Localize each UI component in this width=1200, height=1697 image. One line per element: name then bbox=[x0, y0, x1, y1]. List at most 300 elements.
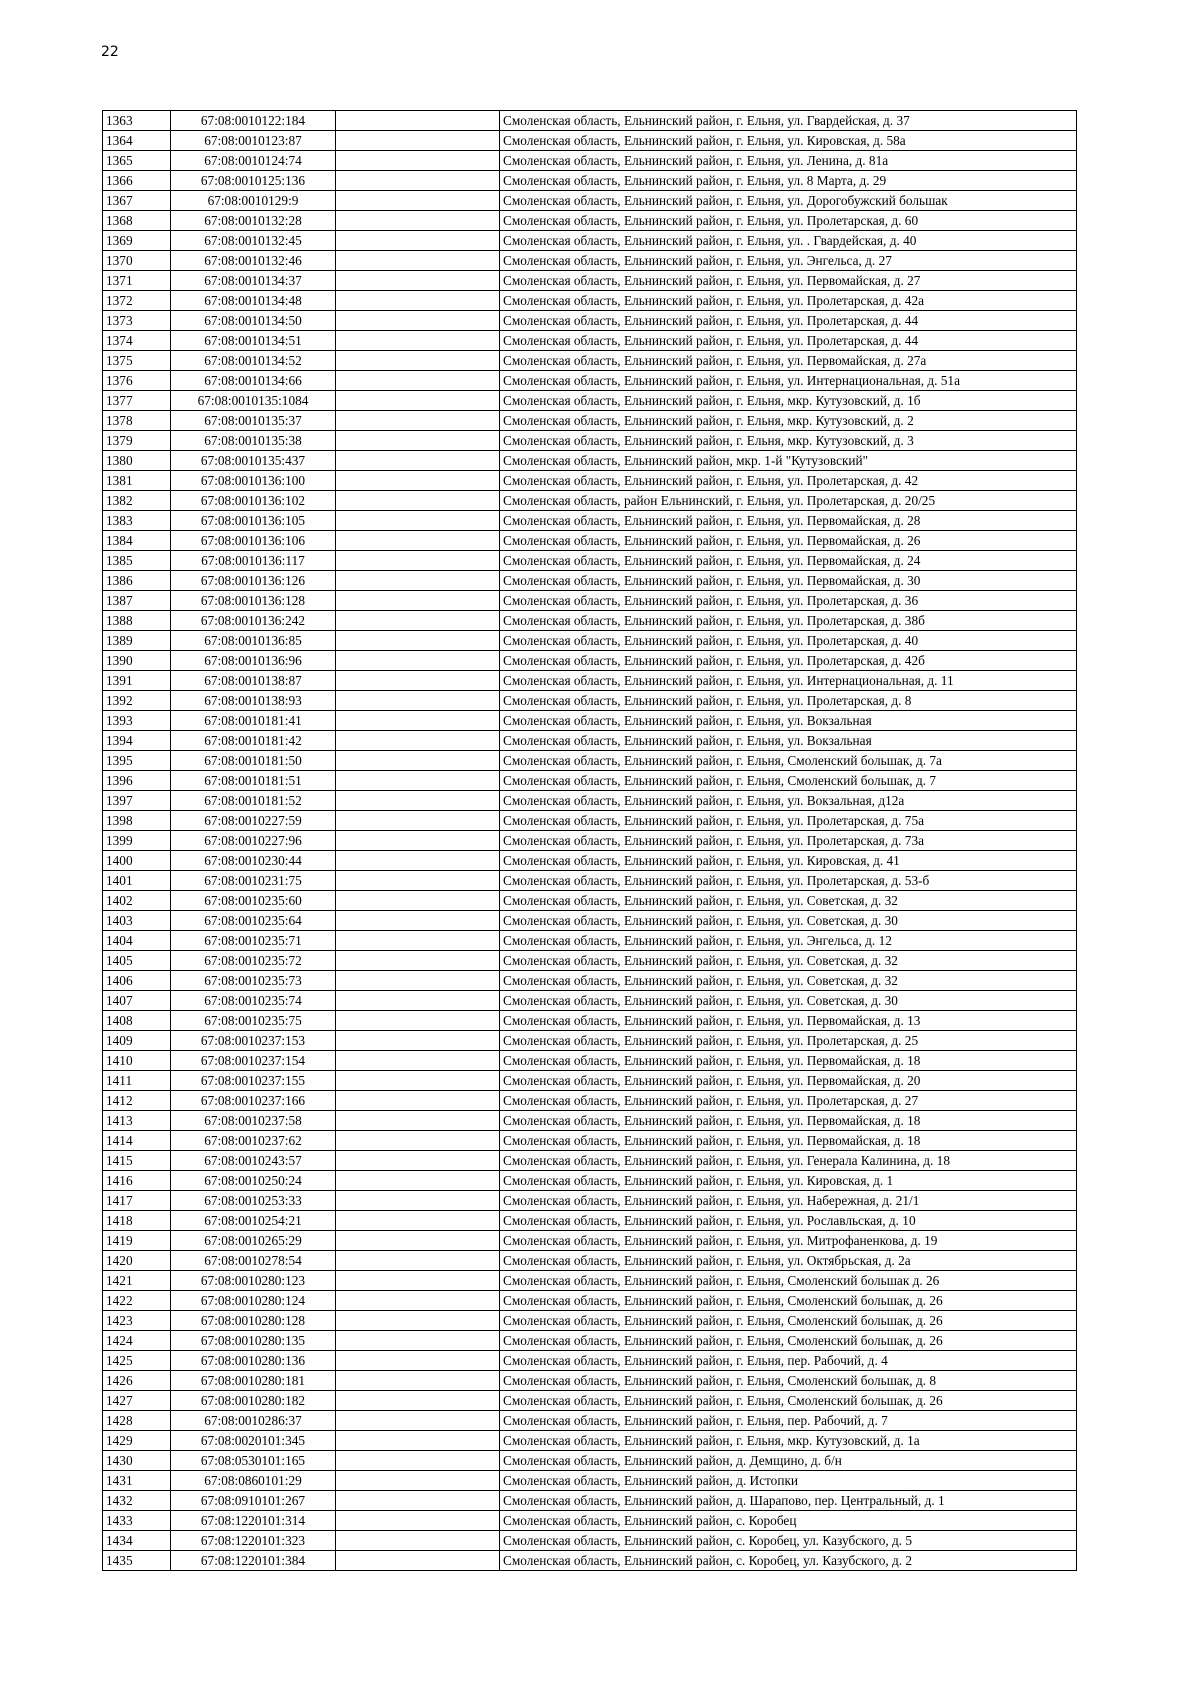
row-number-cell: 1427 bbox=[103, 1391, 171, 1411]
cadastral-number-cell: 67:08:0010135:38 bbox=[171, 431, 336, 451]
address-cell: Смоленская область, Ельнинский район, с. Коробец, ул. Казубского, д. 2 bbox=[500, 1551, 1077, 1571]
row-number-cell: 1428 bbox=[103, 1411, 171, 1431]
row-number-cell: 1421 bbox=[103, 1271, 171, 1291]
address-cell: Смоленская область, Ельнинский район, г. Ельня, ул. Первомайская, д. 18 bbox=[500, 1051, 1077, 1071]
cadastral-number-cell: 67:08:0010138:87 bbox=[171, 671, 336, 691]
empty-cell bbox=[336, 491, 500, 511]
address-cell: Смоленская область, Ельнинский район, г. Ельня, мкр. Кутузовский, д. 1б bbox=[500, 391, 1077, 411]
row-number-cell: 1423 bbox=[103, 1311, 171, 1331]
cadastral-number-cell: 67:08:0010265:29 bbox=[171, 1231, 336, 1251]
empty-cell bbox=[336, 1271, 500, 1291]
empty-cell bbox=[336, 351, 500, 371]
row-number-cell: 1384 bbox=[103, 531, 171, 551]
table-row bbox=[103, 1431, 1077, 1451]
address-cell: Смоленская область, Ельнинский район, г. Ельня, пер. Рабочий, д. 4 bbox=[500, 1351, 1077, 1371]
empty-cell bbox=[336, 1111, 500, 1131]
cadastral-number-cell: 67:08:0010231:75 bbox=[171, 871, 336, 891]
cadastral-number-cell: 67:08:0010181:51 bbox=[171, 771, 336, 791]
empty-cell bbox=[336, 1151, 500, 1171]
row-number-cell: 1366 bbox=[103, 171, 171, 191]
row-number-cell: 1408 bbox=[103, 1011, 171, 1031]
row-number-cell: 1414 bbox=[103, 1131, 171, 1151]
cadastral-number-cell: 67:08:0010237:155 bbox=[171, 1071, 336, 1091]
table-row bbox=[103, 1131, 1077, 1151]
address-cell: Смоленская область, Ельнинский район, г. Ельня, ул. Первомайская, д. 26 bbox=[500, 531, 1077, 551]
table-row bbox=[103, 591, 1077, 611]
cadastral-number-cell: 67:08:0010280:182 bbox=[171, 1391, 336, 1411]
row-number-cell: 1371 bbox=[103, 271, 171, 291]
cadastral-number-cell: 67:08:0010134:48 bbox=[171, 291, 336, 311]
table-row bbox=[103, 471, 1077, 491]
cadastral-number-cell: 67:08:0010129:9 bbox=[171, 191, 336, 211]
empty-cell bbox=[336, 851, 500, 871]
empty-cell bbox=[336, 691, 500, 711]
table-row bbox=[103, 991, 1077, 1011]
address-cell: Смоленская область, Ельнинский район, г. Ельня, ул. Пролетарская, д. 42б bbox=[500, 651, 1077, 671]
address-cell: Смоленская область, Ельнинский район, г. Ельня, ул. Вокзальная bbox=[500, 731, 1077, 751]
table-row bbox=[103, 1051, 1077, 1071]
row-number-cell: 1431 bbox=[103, 1471, 171, 1491]
table-row bbox=[103, 271, 1077, 291]
cadastral-number-cell: 67:08:0010135:1084 bbox=[171, 391, 336, 411]
table-row bbox=[103, 291, 1077, 311]
address-cell: Смоленская область, Ельнинский район, г. Ельня, ул. Пролетарская, д. 40 bbox=[500, 631, 1077, 651]
row-number-cell: 1434 bbox=[103, 1531, 171, 1551]
address-cell: Смоленская область, Ельнинский район, д. Шарапово, пер. Центральный, д. 1 bbox=[500, 1491, 1077, 1511]
empty-cell bbox=[336, 1331, 500, 1351]
empty-cell bbox=[336, 1431, 500, 1451]
address-cell: Смоленская область, Ельнинский район, г. Ельня, ул. Первомайская, д. 30 bbox=[500, 571, 1077, 591]
empty-cell bbox=[336, 371, 500, 391]
table-row bbox=[103, 831, 1077, 851]
address-cell: Смоленская область, Ельнинский район, г. Ельня, ул. Советская, д. 32 bbox=[500, 951, 1077, 971]
empty-cell bbox=[336, 1451, 500, 1471]
empty-cell bbox=[336, 611, 500, 631]
address-cell: Смоленская область, Ельнинский район, г. Ельня, ул. Пролетарская, д. 73а bbox=[500, 831, 1077, 851]
cadastral-number-cell: 67:08:0010136:85 bbox=[171, 631, 336, 651]
row-number-cell: 1432 bbox=[103, 1491, 171, 1511]
cadastral-number-cell: 67:08:0010253:33 bbox=[171, 1191, 336, 1211]
table-row bbox=[103, 1271, 1077, 1291]
address-cell: Смоленская область, Ельнинский район, с. Коробец, ул. Казубского, д. 5 bbox=[500, 1531, 1077, 1551]
row-number-cell: 1380 bbox=[103, 451, 171, 471]
cadastral-number-cell: 67:08:0010237:58 bbox=[171, 1111, 336, 1131]
row-number-cell: 1418 bbox=[103, 1211, 171, 1231]
row-number-cell: 1373 bbox=[103, 311, 171, 331]
table-row bbox=[103, 1311, 1077, 1331]
cadastral-number-cell: 67:08:0010280:181 bbox=[171, 1371, 336, 1391]
table-row bbox=[103, 631, 1077, 651]
row-number-cell: 1388 bbox=[103, 611, 171, 631]
row-number-cell: 1390 bbox=[103, 651, 171, 671]
cadastral-number-cell: 67:08:0010243:57 bbox=[171, 1151, 336, 1171]
table-row bbox=[103, 1011, 1077, 1031]
address-cell: Смоленская область, Ельнинский район, г. Ельня, Смоленский большак, д. 26 bbox=[500, 1311, 1077, 1331]
empty-cell bbox=[336, 871, 500, 891]
cadastral-number-cell: 67:08:0010280:124 bbox=[171, 1291, 336, 1311]
cadastral-number-cell: 67:08:0010138:93 bbox=[171, 691, 336, 711]
address-cell: Смоленская область, Ельнинский район, г. Ельня, ул. Генерала Калинина, д. 18 bbox=[500, 1151, 1077, 1171]
row-number-cell: 1389 bbox=[103, 631, 171, 651]
row-number-cell: 1429 bbox=[103, 1431, 171, 1451]
empty-cell bbox=[336, 671, 500, 691]
address-cell: Смоленская область, Ельнинский район, г. Ельня, Смоленский большак, д. 7 bbox=[500, 771, 1077, 791]
row-number-cell: 1400 bbox=[103, 851, 171, 871]
cadastral-number-cell: 67:08:0010136:117 bbox=[171, 551, 336, 571]
table-row bbox=[103, 1091, 1077, 1111]
address-cell: Смоленская область, Ельнинский район, г. Ельня, ул. Пролетарская, д. 27 bbox=[500, 1091, 1077, 1111]
row-number-cell: 1381 bbox=[103, 471, 171, 491]
cadastral-number-cell: 67:08:0010280:135 bbox=[171, 1331, 336, 1351]
address-cell: Смоленская область, Ельнинский район, г. Ельня, ул. Пролетарская, д. 60 bbox=[500, 211, 1077, 231]
cadastral-number-cell: 67:08:0010235:73 bbox=[171, 971, 336, 991]
address-cell: Смоленская область, Ельнинский район, г. Ельня, мкр. Кутузовский, д. 3 bbox=[500, 431, 1077, 451]
row-number-cell: 1383 bbox=[103, 511, 171, 531]
table-row bbox=[103, 371, 1077, 391]
address-cell: Смоленская область, Ельнинский район, г. Ельня, ул. Первомайская, д. 28 bbox=[500, 511, 1077, 531]
table-row bbox=[103, 1331, 1077, 1351]
table-row bbox=[103, 671, 1077, 691]
table-row bbox=[103, 1551, 1077, 1571]
address-cell: Смоленская область, Ельнинский район, с. Коробец bbox=[500, 1511, 1077, 1531]
empty-cell bbox=[336, 431, 500, 451]
row-number-cell: 1405 bbox=[103, 951, 171, 971]
row-number-cell: 1382 bbox=[103, 491, 171, 511]
row-number-cell: 1411 bbox=[103, 1071, 171, 1091]
address-cell: Смоленская область, Ельнинский район, г. Ельня, ул. Первомайская, д. 18 bbox=[500, 1111, 1077, 1131]
table-row bbox=[103, 131, 1077, 151]
address-cell: Смоленская область, Ельнинский район, г. Ельня, ул. Пролетарская, д. 25 bbox=[500, 1031, 1077, 1051]
table-row bbox=[103, 411, 1077, 431]
row-number-cell: 1365 bbox=[103, 151, 171, 171]
table-row bbox=[103, 871, 1077, 891]
cadastral-number-cell: 67:08:0010278:54 bbox=[171, 1251, 336, 1271]
cadastral-number-cell: 67:08:0010123:87 bbox=[171, 131, 336, 151]
table-row bbox=[103, 1031, 1077, 1051]
empty-cell bbox=[336, 331, 500, 351]
empty-cell bbox=[336, 1031, 500, 1051]
address-cell: Смоленская область, Ельнинский район, г. Ельня, ул. Набережная, д. 21/1 bbox=[500, 1191, 1077, 1211]
empty-cell bbox=[336, 1411, 500, 1431]
address-cell: Смоленская область, Ельнинский район, г. Ельня, ул. Кировская, д. 1 bbox=[500, 1171, 1077, 1191]
table-row bbox=[103, 691, 1077, 711]
empty-cell bbox=[336, 251, 500, 271]
table-row bbox=[103, 711, 1077, 731]
row-number-cell: 1372 bbox=[103, 291, 171, 311]
empty-cell bbox=[336, 1531, 500, 1551]
address-cell: Смоленская область, Ельнинский район, г. Ельня, ул. Советская, д. 30 bbox=[500, 991, 1077, 1011]
empty-cell bbox=[336, 971, 500, 991]
cadastral-number-cell: 67:08:0010132:28 bbox=[171, 211, 336, 231]
cadastral-number-cell: 67:08:0010235:74 bbox=[171, 991, 336, 1011]
table-row bbox=[103, 1411, 1077, 1431]
address-cell: Смоленская область, Ельнинский район, г. Ельня, ул. Пролетарская, д. 44 bbox=[500, 331, 1077, 351]
address-cell: Смоленская область, Ельнинский район, г. Ельня, ул. Пролетарская, д. 38б bbox=[500, 611, 1077, 631]
empty-cell bbox=[336, 831, 500, 851]
empty-cell bbox=[336, 191, 500, 211]
empty-cell bbox=[336, 1171, 500, 1191]
address-cell: Смоленская область, Ельнинский район, г. Ельня, ул. Первомайская, д. 13 bbox=[500, 1011, 1077, 1031]
cadastral-number-cell: 67:08:0010181:42 bbox=[171, 731, 336, 751]
table-row bbox=[103, 331, 1077, 351]
table-row bbox=[103, 1471, 1077, 1491]
address-cell: Смоленская область, Ельнинский район, г. Ельня, ул. Митрофаненкова, д. 19 bbox=[500, 1231, 1077, 1251]
empty-cell bbox=[336, 891, 500, 911]
empty-cell bbox=[336, 1131, 500, 1151]
row-number-cell: 1377 bbox=[103, 391, 171, 411]
row-number-cell: 1404 bbox=[103, 931, 171, 951]
empty-cell bbox=[336, 1471, 500, 1491]
cadastral-number-cell: 67:08:0010132:45 bbox=[171, 231, 336, 251]
address-cell: Смоленская область, Ельнинский район, г. Ельня, ул. Интернациональная, д. 11 bbox=[500, 671, 1077, 691]
table-row bbox=[103, 611, 1077, 631]
empty-cell bbox=[336, 811, 500, 831]
cadastral-number-cell: 67:08:0010134:37 bbox=[171, 271, 336, 291]
address-cell: Смоленская область, Ельнинский район, г. Ельня, ул. Первомайская, д. 18 bbox=[500, 1131, 1077, 1151]
empty-cell bbox=[336, 631, 500, 651]
page-number: 22 bbox=[101, 44, 119, 60]
table-row bbox=[103, 1251, 1077, 1271]
table-row bbox=[103, 971, 1077, 991]
address-cell: Смоленская область, Ельнинский район, г. Ельня, ул. Советская, д. 32 bbox=[500, 971, 1077, 991]
address-cell: Смоленская область, Ельнинский район, г. Ельня, ул. Интернациональная, д. 51а bbox=[500, 371, 1077, 391]
empty-cell bbox=[336, 311, 500, 331]
table-row bbox=[103, 791, 1077, 811]
address-cell: Смоленская область, Ельнинский район, г. Ельня, ул. Советская, д. 32 bbox=[500, 891, 1077, 911]
empty-cell bbox=[336, 1371, 500, 1391]
row-number-cell: 1386 bbox=[103, 571, 171, 591]
table-row bbox=[103, 1511, 1077, 1531]
registry-table-body bbox=[103, 111, 1077, 1571]
row-number-cell: 1402 bbox=[103, 891, 171, 911]
empty-cell bbox=[336, 591, 500, 611]
empty-cell bbox=[336, 531, 500, 551]
table-row bbox=[103, 551, 1077, 571]
cadastral-number-cell: 67:08:0010235:75 bbox=[171, 1011, 336, 1031]
row-number-cell: 1415 bbox=[103, 1151, 171, 1171]
row-number-cell: 1425 bbox=[103, 1351, 171, 1371]
empty-cell bbox=[336, 791, 500, 811]
row-number-cell: 1417 bbox=[103, 1191, 171, 1211]
empty-cell bbox=[336, 1551, 500, 1571]
empty-cell bbox=[336, 951, 500, 971]
table-row bbox=[103, 1391, 1077, 1411]
empty-cell bbox=[336, 151, 500, 171]
row-number-cell: 1391 bbox=[103, 671, 171, 691]
row-number-cell: 1407 bbox=[103, 991, 171, 1011]
row-number-cell: 1435 bbox=[103, 1551, 171, 1571]
empty-cell bbox=[336, 1391, 500, 1411]
empty-cell bbox=[336, 211, 500, 231]
address-cell: Смоленская область, Ельнинский район, г. Ельня, ул. . Гвардейская, д. 40 bbox=[500, 231, 1077, 251]
address-cell: Смоленская область, Ельнинский район, г. Ельня, ул. Дорогобужский большак bbox=[500, 191, 1077, 211]
empty-cell bbox=[336, 1291, 500, 1311]
empty-cell bbox=[336, 171, 500, 191]
row-number-cell: 1395 bbox=[103, 751, 171, 771]
address-cell: Смоленская область, Ельнинский район, г. Ельня, ул. Пролетарская, д. 42 bbox=[500, 471, 1077, 491]
cadastral-number-cell: 67:08:0530101:165 bbox=[171, 1451, 336, 1471]
table-row bbox=[103, 1171, 1077, 1191]
row-number-cell: 1430 bbox=[103, 1451, 171, 1471]
empty-cell bbox=[336, 231, 500, 251]
empty-cell bbox=[336, 751, 500, 771]
cadastral-number-cell: 67:08:0010181:50 bbox=[171, 751, 336, 771]
cadastral-number-cell: 67:08:0010235:71 bbox=[171, 931, 336, 951]
table-row bbox=[103, 1351, 1077, 1371]
row-number-cell: 1387 bbox=[103, 591, 171, 611]
address-cell: Смоленская область, Ельнинский район, г. Ельня, ул. Кировская, д. 41 bbox=[500, 851, 1077, 871]
empty-cell bbox=[336, 471, 500, 491]
address-cell: Смоленская область, Ельнинский район, г. Ельня, ул. Рославльская, д. 10 bbox=[500, 1211, 1077, 1231]
address-cell: Смоленская область, Ельнинский район, г. Ельня, ул. Советская, д. 30 bbox=[500, 911, 1077, 931]
empty-cell bbox=[336, 391, 500, 411]
table-row bbox=[103, 1451, 1077, 1471]
table-row bbox=[103, 771, 1077, 791]
address-cell: Смоленская область, Ельнинский район, г. Ельня, ул. Ленина, д. 81а bbox=[500, 151, 1077, 171]
address-cell: Смоленская область, Ельнинский район, г. Ельня, ул. 8 Марта, д. 29 bbox=[500, 171, 1077, 191]
cadastral-number-cell: 67:08:0910101:267 bbox=[171, 1491, 336, 1511]
row-number-cell: 1368 bbox=[103, 211, 171, 231]
cadastral-number-cell: 67:08:0010237:154 bbox=[171, 1051, 336, 1071]
row-number-cell: 1416 bbox=[103, 1171, 171, 1191]
table-row bbox=[103, 1191, 1077, 1211]
table-row bbox=[103, 351, 1077, 371]
address-cell: Смоленская область, Ельнинский район, г. Ельня, ул. Кировская, д. 58а bbox=[500, 131, 1077, 151]
row-number-cell: 1374 bbox=[103, 331, 171, 351]
row-number-cell: 1375 bbox=[103, 351, 171, 371]
row-number-cell: 1363 bbox=[103, 111, 171, 131]
cadastral-number-cell: 67:08:1220101:323 bbox=[171, 1531, 336, 1551]
table-row bbox=[103, 391, 1077, 411]
cadastral-number-cell: 67:08:0010237:166 bbox=[171, 1091, 336, 1111]
empty-cell bbox=[336, 551, 500, 571]
table-row bbox=[103, 251, 1077, 271]
empty-cell bbox=[336, 291, 500, 311]
address-cell: Смоленская область, Ельнинский район, г. Ельня, ул. Пролетарская, д. 42а bbox=[500, 291, 1077, 311]
address-cell: Смоленская область, Ельнинский район, г. Ельня, Смоленский большак, д. 8 bbox=[500, 1371, 1077, 1391]
cadastral-number-cell: 67:08:0010136:100 bbox=[171, 471, 336, 491]
cadastral-number-cell: 67:08:0010136:242 bbox=[171, 611, 336, 631]
table-row bbox=[103, 1291, 1077, 1311]
cadastral-number-cell: 67:08:0010227:59 bbox=[171, 811, 336, 831]
empty-cell bbox=[336, 1511, 500, 1531]
row-number-cell: 1422 bbox=[103, 1291, 171, 1311]
cadastral-number-cell: 67:08:0010125:136 bbox=[171, 171, 336, 191]
cadastral-number-cell: 67:08:0010136:96 bbox=[171, 651, 336, 671]
empty-cell bbox=[336, 271, 500, 291]
cadastral-number-cell: 67:08:0010235:64 bbox=[171, 911, 336, 931]
empty-cell bbox=[336, 1091, 500, 1111]
row-number-cell: 1396 bbox=[103, 771, 171, 791]
cadastral-number-cell: 67:08:0010181:41 bbox=[171, 711, 336, 731]
cadastral-number-cell: 67:08:0010134:50 bbox=[171, 311, 336, 331]
address-cell: Смоленская область, Ельнинский район, г. Ельня, ул. Первомайская, д. 27 bbox=[500, 271, 1077, 291]
table-row bbox=[103, 1231, 1077, 1251]
table-row bbox=[103, 1371, 1077, 1391]
cadastral-number-cell: 67:08:0010230:44 bbox=[171, 851, 336, 871]
row-number-cell: 1398 bbox=[103, 811, 171, 831]
table-row bbox=[103, 571, 1077, 591]
row-number-cell: 1397 bbox=[103, 791, 171, 811]
address-cell: Смоленская область, Ельнинский район, г. Ельня, Смоленский большак, д. 26 bbox=[500, 1331, 1077, 1351]
row-number-cell: 1379 bbox=[103, 431, 171, 451]
empty-cell bbox=[336, 931, 500, 951]
cadastral-number-cell: 67:08:0010122:184 bbox=[171, 111, 336, 131]
address-cell: Смоленская область, Ельнинский район, г. Ельня, Смоленский большак, д. 7а bbox=[500, 751, 1077, 771]
cadastral-number-cell: 67:08:1220101:384 bbox=[171, 1551, 336, 1571]
cadastral-number-cell: 67:08:0010132:46 bbox=[171, 251, 336, 271]
cadastral-number-cell: 67:08:0010136:126 bbox=[171, 571, 336, 591]
empty-cell bbox=[336, 1071, 500, 1091]
address-cell: Смоленская область, Ельнинский район, г. Ельня, Смоленский большак, д. 26 bbox=[500, 1291, 1077, 1311]
row-number-cell: 1413 bbox=[103, 1111, 171, 1131]
address-cell: Смоленская область, Ельнинский район, г. Ельня, ул. Первомайская, д. 24 bbox=[500, 551, 1077, 571]
address-cell: Смоленская область, район Ельнинский, г. Ельня, ул. Пролетарская, д. 20/25 bbox=[500, 491, 1077, 511]
empty-cell bbox=[336, 991, 500, 1011]
empty-cell bbox=[336, 911, 500, 931]
row-number-cell: 1385 bbox=[103, 551, 171, 571]
cadastral-number-cell: 67:08:0010181:52 bbox=[171, 791, 336, 811]
row-number-cell: 1392 bbox=[103, 691, 171, 711]
address-cell: Смоленская область, Ельнинский район, г. Ельня, ул. Пролетарская, д. 8 bbox=[500, 691, 1077, 711]
cadastral-number-cell: 67:08:0860101:29 bbox=[171, 1471, 336, 1491]
empty-cell bbox=[336, 571, 500, 591]
cadastral-number-cell: 67:08:0010286:37 bbox=[171, 1411, 336, 1431]
row-number-cell: 1409 bbox=[103, 1031, 171, 1051]
cadastral-number-cell: 67:08:0020101:345 bbox=[171, 1431, 336, 1451]
table-row bbox=[103, 211, 1077, 231]
address-cell: Смоленская область, Ельнинский район, г. Ельня, ул. Пролетарская, д. 53-б bbox=[500, 871, 1077, 891]
address-cell: Смоленская область, Ельнинский район, г. Ельня, ул. Октябрьская, д. 2а bbox=[500, 1251, 1077, 1271]
cadastral-number-cell: 67:08:0010235:60 bbox=[171, 891, 336, 911]
table-row bbox=[103, 531, 1077, 551]
table-row bbox=[103, 931, 1077, 951]
empty-cell bbox=[336, 1251, 500, 1271]
cadastral-number-cell: 67:08:0010235:72 bbox=[171, 951, 336, 971]
empty-cell bbox=[336, 651, 500, 671]
address-cell: Смоленская область, Ельнинский район, г. Ельня, Смоленский большак д. 26 bbox=[500, 1271, 1077, 1291]
cadastral-number-cell: 67:08:0010135:437 bbox=[171, 451, 336, 471]
cadastral-number-cell: 67:08:0010280:136 bbox=[171, 1351, 336, 1371]
address-cell: Смоленская область, Ельнинский район, г. Ельня, Смоленский большак, д. 26 bbox=[500, 1391, 1077, 1411]
empty-cell bbox=[336, 1311, 500, 1331]
cadastral-number-cell: 67:08:0010134:52 bbox=[171, 351, 336, 371]
row-number-cell: 1367 bbox=[103, 191, 171, 211]
empty-cell bbox=[336, 111, 500, 131]
cadastral-number-cell: 67:08:0010135:37 bbox=[171, 411, 336, 431]
table-row bbox=[103, 1151, 1077, 1171]
cadastral-number-cell: 67:08:0010136:128 bbox=[171, 591, 336, 611]
row-number-cell: 1378 bbox=[103, 411, 171, 431]
address-cell: Смоленская область, Ельнинский район, г. Ельня, пер. Рабочий, д. 7 bbox=[500, 1411, 1077, 1431]
empty-cell bbox=[336, 1011, 500, 1031]
registry-table bbox=[102, 110, 1077, 1571]
table-row bbox=[103, 1491, 1077, 1511]
empty-cell bbox=[336, 411, 500, 431]
row-number-cell: 1364 bbox=[103, 131, 171, 151]
table-row bbox=[103, 171, 1077, 191]
address-cell: Смоленская область, Ельнинский район, г. Ельня, ул. Гвардейская, д. 37 bbox=[500, 111, 1077, 131]
row-number-cell: 1393 bbox=[103, 711, 171, 731]
empty-cell bbox=[336, 1191, 500, 1211]
row-number-cell: 1370 bbox=[103, 251, 171, 271]
empty-cell bbox=[336, 711, 500, 731]
cadastral-number-cell: 67:08:0010254:21 bbox=[171, 1211, 336, 1231]
cadastral-number-cell: 67:08:0010136:102 bbox=[171, 491, 336, 511]
row-number-cell: 1420 bbox=[103, 1251, 171, 1271]
address-cell: Смоленская область, Ельнинский район, г. Ельня, ул. Первомайская, д. 27а bbox=[500, 351, 1077, 371]
row-number-cell: 1412 bbox=[103, 1091, 171, 1111]
